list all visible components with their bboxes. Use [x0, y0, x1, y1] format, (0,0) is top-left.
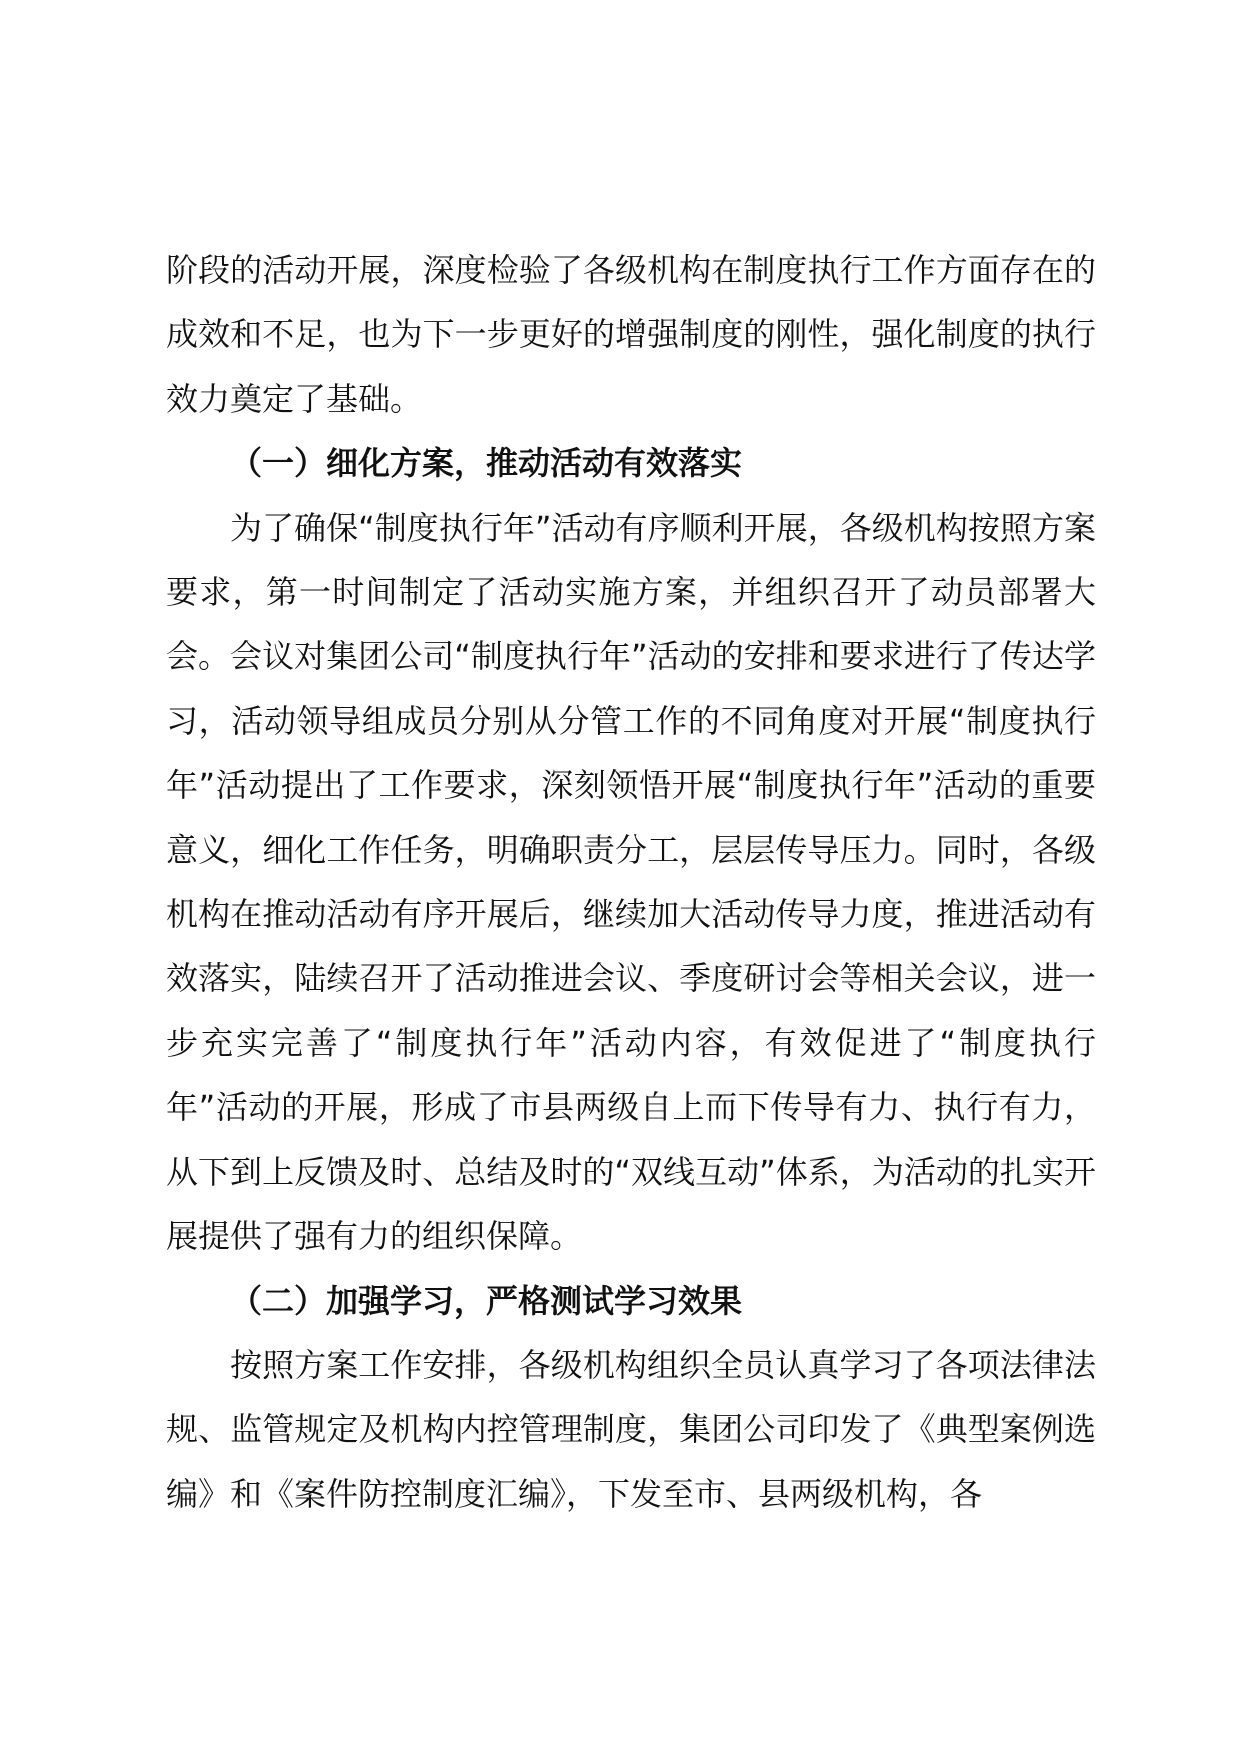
document-body — [166, 238, 1096, 1526]
section-heading-1: （一）细化方案，推动活动有效落实 — [230, 444, 743, 483]
paragraph-section-1: 为了确保“制度执行年”活动有序顺利开展，各级机构按照方案要求，第一时间制定了活动实施方案，并组织召开了动员部署大会。会议对集团公司“制度执行年”活动的安排和要求进行了传达学习，活动领导组成员分别从分管工作的不同角度对开展“制度执行年”活动提出了工作要求，深刻领悟开展“制度执行年”活动的重要意义，细化工作任务，明确职责分工，层层传导压力。同时，各级机构在推动活动有序开展后，继续加大活动传导力度，推进活动有效落实，陆续召开了活动推进会议、季度研讨会等相关会议，进一步充实完善了“制度执行年”活动内容，有效促进了“制度执行年”活动的开展，形成了市县两级自上而下传导有力、执行有力，从下到上反馈及时、总结及时的“双线互动”体系，为活动的扎实开展提供了强有力的组织保障。 — [166, 508, 1096, 1256]
paragraph-section-2: 按照方案工作安排，各级机构组织全员认真学习了各项法律法规、监管规定及机构内控管理制度，集团公司印发了《典型案例选编》和《案件防控制度汇编》，下发至市、县两级机构，各 — [166, 1345, 1096, 1513]
paragraph-continuation: 阶段的活动开展，深度检验了各级机构在制度执行工作方面存在的成效和不足，也为下一步更好的增强制度的刚性，强化制度的执行效力奠定了基础。 — [166, 251, 1096, 418]
section-heading-2: （二）加强学习，严格测试学习效果 — [230, 1281, 743, 1320]
